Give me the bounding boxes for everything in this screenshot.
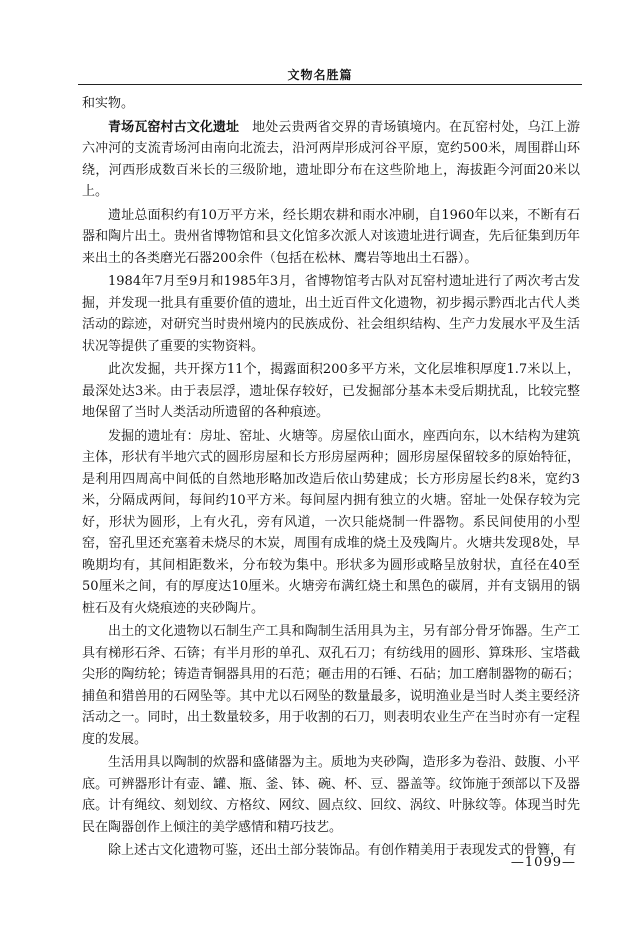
paragraph — [82, 752, 580, 838]
paragraph — [82, 205, 580, 270]
paragraph — [82, 621, 580, 750]
paragraph-text: 1984年7月至9月和1985年3月，省博物馆考古队对瓦窑村遗址进行了两次考古发掘，并发现一批具有重要价值的遗址，出土近百件文化遗物，初步揭示黔西北古代人类活动的踪迹，对研究当时贵州境内的民族成份、社会组织结构、生产力发展水平及生活状况等提供了重要的实物资料。 — [82, 274, 580, 354]
paragraph — [82, 271, 580, 357]
paragraph-text: 此次发掘，共开探方11个，揭露面积200多平方米，文化层堆积厚度1.7米以上，最深处达3米。由于表层浮，遗址保存较好，已发掘部分基本未受后期扰乱，比较完整地保留了当时人类活动所遗留的各种痕迹。 — [82, 362, 580, 420]
paragraph-text: 出土的文化遗物以石制生产工具和陶制生活用具为主，另有部分骨牙饰器。生产工具有梯形石斧、石锛；有半月形的单孔、双孔石刀；有纺线用的圆形、算珠形、宝塔截尖形的陶纺轮；铸造青铜器具用的石范；砸击用的石锤、石砧；加工磨制器物的砺石；捕鱼和猎兽用的石网坠等。其中尤以石网坠的数量最多，说明渔业是当时人类主要经济活动之一。同时，出土数量较多，用于收割的石刀，则表明农业生产在当时亦有一定程度的发展。 — [82, 624, 580, 747]
paragraph — [82, 93, 580, 115]
page-body — [82, 93, 580, 864]
page-number: —1099— — [510, 855, 576, 870]
paragraph-text: 生活用具以陶制的炊器和盛储器为主。质地为夹砂陶，造形多为卷沿、鼓腹、小平底。可辨器形计有壶、罐、瓶、釜、钵、碗、杯、豆、器盖等。纹饰施于颈部以下及器底。计有绳纹、刻划纹、方格纹、网纹、圆点纹、回纹、涡纹、叶脉纹等。体现当时先民在陶器创作上倾注的美学感情和精巧技艺。 — [82, 755, 580, 835]
paragraph-text: 和实物。 — [82, 96, 135, 111]
paragraph-text: 发掘的遗址有：房址、窑址、火塘等。房屋依山面水，座西向东，以木结构为建筑主体，形状有半地穴式的圆形房屋和长方形房屋两种；圆形房屋保留较多的原始特征，是利用四周高中间低的自然地形略加改造后依山势建成；长方形房屋长约8米，宽约3米，分隔成两间，每间约10平方米。每间屋内拥有独立的火塘。窑址一处保存较为完好，形状为圆形，上有火孔，旁有风道，一次只能烧制一件器物。系民间使用的小型窑，窑孔里还充塞着未烧尽的木炭，周围有成堆的烧土及残陶片。火塘共发现8处，早晚期均有，其间相距数米，分布较为集中。形状多为圆形或略呈放射状，直径在40至50厘米之间，有的厚度达10厘米。火塘旁布满红烧土和黑色的碳屑，并有支锅用的锅桩石及有火烧痕迹的夹砂陶片。 — [82, 428, 580, 616]
header-rule — [78, 84, 582, 85]
paragraph-text: 地处云贵两省交界的青场镇境内。在瓦窑村处，乌江上游六冲河的支流青场河由南向北流去，沿河两岸形成河谷平原，宽约500米，周围群山环绕，河西形成数百米长的三级阶地，遗址即分布在这些阶地上，海拔距今河面20米以上。 — [82, 119, 580, 199]
paragraph — [82, 840, 580, 862]
paragraph — [82, 359, 580, 424]
paragraph-text: 除上述古文化遗物可鉴，还出土部分装饰品。有创作精美用于表现发式的骨簪，有 — [108, 843, 577, 858]
paragraph-text: 遗址总面积约有10万平方米，经长期农耕和雨水冲刷，自1960年以来，不断有石器和陶片出土。贵州省博物馆和县文化馆多次派人对该遗址进行调查，先后征集到历年来出土的各类磨光石器200余件（包括在松林、鹰岩等地出土石器）。 — [82, 207, 580, 266]
paragraph — [82, 426, 580, 620]
section-heading: 青场瓦窑村古文化遗址 — [108, 119, 240, 135]
running-header: 文物名胜篇 — [287, 68, 353, 82]
paragraph — [82, 117, 580, 203]
